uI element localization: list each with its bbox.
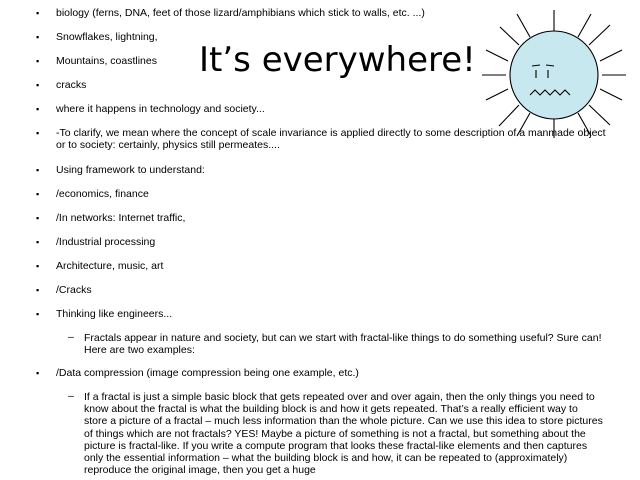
bullet-text: /Industrial processing	[56, 236, 156, 248]
bullet-text: /Cracks	[56, 284, 92, 296]
bullet-text: cracks	[56, 79, 87, 91]
bullet-text: biology (ferns, DNA, feet of those lizard/amphibians which stick to walls, etc. ...)	[56, 7, 425, 19]
sub-bullet-item	[68, 391, 604, 476]
sub-bullet-marker: –	[68, 331, 74, 343]
bullet-text: -To clarify, we mean where the concept of scale invariance is applied directly to some description of a manmade object or to society: certainly, physics still permeates....	[56, 127, 606, 152]
bullet-marker: ▪	[36, 309, 40, 319]
bullet-item	[36, 367, 606, 379]
bullet-marker: ▪	[36, 368, 40, 378]
sun-disc	[510, 31, 598, 119]
sun-face-icon	[474, 10, 634, 140]
bullet-marker: ▪	[36, 104, 40, 114]
bullet-marker: ▪	[36, 8, 40, 18]
bullet-marker: ▪	[36, 32, 40, 42]
bullet-marker: ▪	[36, 285, 40, 295]
bullet-marker: ▪	[36, 128, 40, 138]
bullet-marker: ▪	[36, 56, 40, 66]
bullet-text: /In networks: Internet traffic,	[56, 212, 186, 224]
bullet-text: Architecture, music, art	[56, 260, 164, 272]
bullet-text: /economics, finance	[56, 188, 149, 200]
sub-bullet-item	[68, 332, 604, 356]
bullet-text: where it happens in technology and society...	[56, 103, 265, 115]
sun-face-drawing	[474, 10, 634, 140]
bullet-text: Mountains, coastlines	[56, 55, 157, 67]
bullet-item	[36, 188, 606, 200]
bullet-marker: ▪	[36, 237, 40, 247]
bullet-marker: ▪	[36, 165, 40, 175]
bullet-marker: ▪	[36, 189, 40, 199]
sub-bullet-marker: –	[68, 390, 74, 402]
bullet-text: Using framework to understand:	[56, 164, 205, 176]
bullet-marker: ▪	[36, 261, 40, 271]
bullet-marker: ▪	[36, 213, 40, 223]
bullet-item	[36, 308, 606, 320]
bullet-item	[36, 164, 606, 176]
bullet-item	[36, 284, 606, 296]
slide-title: It’s everywhere!	[199, 40, 476, 80]
sub-bullet-text: If a fractal is just a simple basic block that gets repeated over and over again, then the only things you need to know about the fractal is what the building block is and how it gets repeated. That’s a really efficient way to store a picture of a fractal – much less information than the whole picture. Can we use this idea to store pictures of things which are not fractals? YES! Maybe a picture of something is not a fractal, but something about the picture is fractal-like. If you write a compute program that looks these fractal-like elements and then captures only the essential information – what the building block is and how, it can be repeated to (approximately) reproduce the original image, then you get a huge	[84, 391, 603, 477]
bullet-item	[36, 260, 606, 272]
bullet-text: /Data compression (image compression being one example, etc.)	[56, 367, 359, 379]
bullet-item	[36, 236, 606, 248]
bullet-item	[36, 212, 606, 224]
bullet-text: Thinking like engineers...	[56, 308, 173, 320]
sub-bullet-text: Fractals appear in nature and society, but can we start with fractal-like things to do something useful? Sure can! Here are two examples:	[84, 332, 602, 357]
bullet-marker: ▪	[36, 80, 40, 90]
bullet-text: Snowflakes, lightning,	[56, 31, 158, 43]
